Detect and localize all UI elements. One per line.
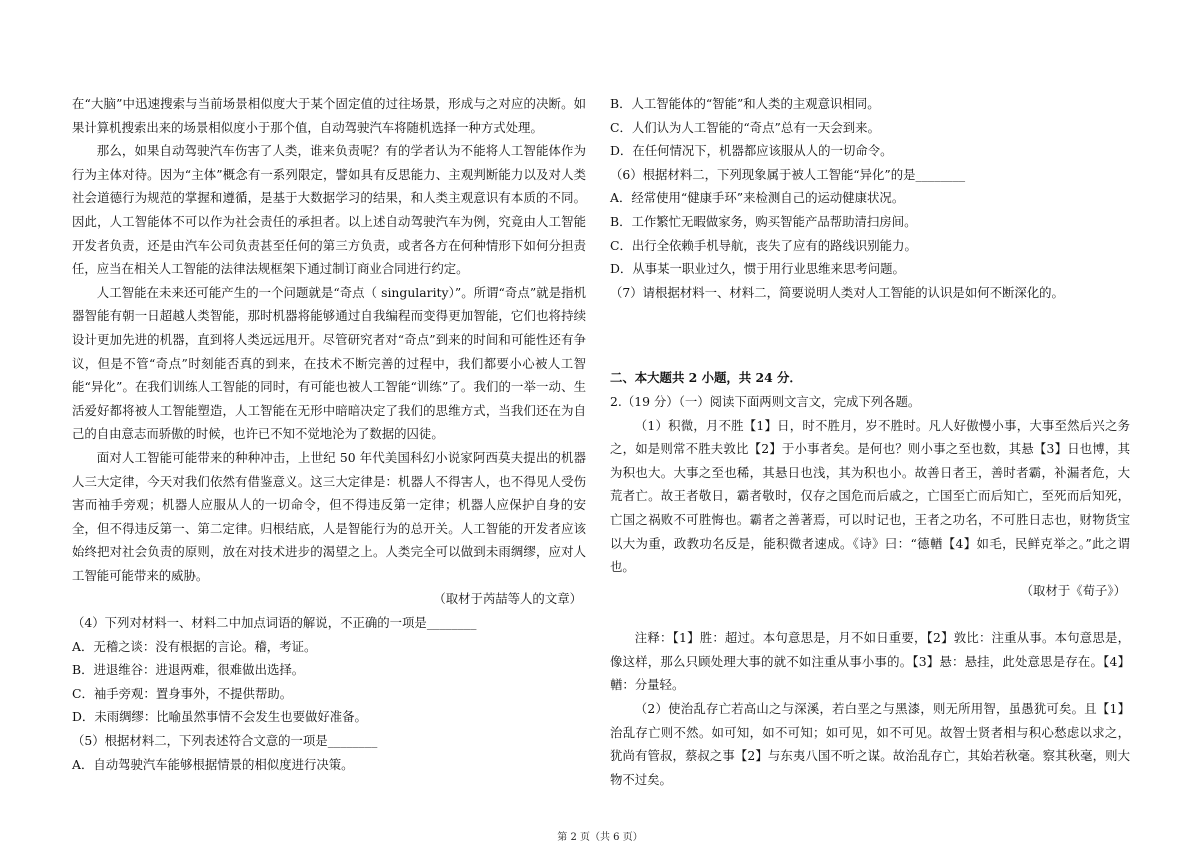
classical-text-1: （1）积微，月不胜【1】日，时不胜月，岁不胜时。凡人好傲慢小事，大事至然后兴之务之，如是则常不胜夫敦比【2】于小事者矣。是何也？则小事之至也数，其悬【3】日也博，其为积也大。大事之至也稀，其悬日也浅，其为积也小。故善日者王，善时者霸，补漏者危，大荒者亡。故王者敬日，霸者敬时，仅存之国危而后戚之，亡国至亡而后知亡，至死而后知死，亡国之祸败不可胜悔也。霸者之善著焉，可以时记也，王者之功名，不可胜日志也，财物货宝以大为重，政教功名反是，能积微者速成。《诗》曰：“德輶【4】如毛，民鲜克举之。”此之谓也。: [610, 417, 1130, 575]
q6-option-a: A．经常使用“健康手环”来检测自己的运动健康状况。: [610, 190, 905, 206]
q4-option-b: B．进退维谷：进退两难，很难做出选择。: [72, 662, 305, 678]
q5-option-a: A．自动驾驶汽车能够根据情景的相似度进行决策。: [72, 756, 354, 772]
gap: [610, 602, 1130, 626]
left-column: [72, 92, 586, 776]
material-source: （取材于芮喆等人的文章）: [433, 591, 582, 607]
q4-option-c: C．袖手旁观：置身事外，不提供帮助。: [72, 685, 293, 701]
q4-option-a: A．无稽之谈：没有根据的言论。稽，考证。: [72, 638, 317, 654]
material-paragraph-1: 在“大脑”中迅速搜索与当前场景相似度大于某个固定值的过往场景，形成与之对应的决断。如果计算机搜索出来的场景相似度小于那个值，自动驾驶汽车将随机选择一种方式处理。: [72, 96, 586, 135]
material-paragraph-4: 面对人工智能可能带来的种种冲击，上世纪 50 年代美国科幻小说家阿西莫夫提出的机器人三大定律，今天对我们依然有借鉴意义。这三大定律是：机器人不得害人，也不得见人受伤害而袖手旁观；机器人应服从人的一切命令，但不得违反第一定律；机器人应保护自身的安全，但不得违反第一、第二定律。归根结底，人是智能行为的总开关。人工智能的开发者应该始终把对社会负责的原则，放在对技术进步的渴望之上。人类完全可以做到未雨绸缪，应对人工智能可能带来的威胁。: [72, 449, 586, 583]
q5-option-b: B．人工智能体的“智能”和人类的主观意识相同。: [610, 96, 880, 111]
q5-option-c: C．人们认为人工智能的“奇点”总有一天会到来。: [610, 119, 880, 135]
q5-option-d: D．在任何情况下，机器都应该服从人的一切命令。: [610, 143, 893, 159]
right-column: [610, 92, 1130, 791]
annotations: 注释：【1】胜：超过。本句意思是，月不如日重要，【2】敦比：注重从事。本句意思是，像这样，那么只顾处理大事的就不如注重从事小事的。【3】悬：悬挂，此处意思是存在。【4】輶：分量轻。: [610, 630, 1130, 693]
question-2-heading: 2.（19 分）（一）阅读下面两则文言文，完成下列各题。: [610, 393, 921, 409]
classical-text-2: （2）使治乱存亡若高山之与深溪，若白垩之与黑漆，则无所用智，虽愚犹可矣。且【1】治乱存亡则不然。如可知，如不可知；如可见，如不可见。故智士贤者相与积心愁虑以求之，犹尚有管叔，蔡叔之事【2】与东夷八国不听之谋。故治乱存亡，其始若秋毫。察其秋毫，则大物不过矣。: [610, 701, 1130, 787]
material-paragraph-3: 人工智能在未来还可能产生的一个问题就是“奇点（ singularity）”。所谓“奇点”就是指机器智能有朝一日超越人类智能，那时机器将能够通过自我编程而变得更加智能，它们也将持续设计更加先进的机器，直到将人类远远甩开。尽管研究者对“奇点”到来的时间和可能性还有争议，但是不管“奇点”时刻能否真的到来，在技术不断完善的过程中，我们都要小心被人工智能“异化”。在我们训练人工智能的同时，有可能也被人工智能“训练”了。我们的一举一动、生活爱好都将被人工智能塑造，人工智能在无形中暗暗决定了我们的思维方式，当我们还在为自己的自由意志而骄傲的时候，也许已不知不觉地沦为了数据的囚徒。: [72, 284, 586, 442]
classical-source: （取材于《荀子》）: [1020, 582, 1126, 598]
question-7: （7）请根据材料一、材料二，简要说明人类对人工智能的认识是如何不断深化的。: [610, 284, 1064, 300]
material-paragraph-2: 那么，如果自动驾驶汽车伤害了人类，谁来负责呢？有的学者认为不能将人工智能体作为行为主体对待。因为“主体”概念有一系列限定，譬如具有反思能力、主观判断能力以及对人类社会道德行为规范的掌握和遵循，是基于大数据学习的结果，和人类主观意识有本质的不同。因此，人工智能体不可以作为社会责任的承担者。以上述自动驾驶汽车为例，究竟由人工智能开发者负责，还是由汽车公司负责甚至任何的第三方负责，或者各方在何种情形下如何分担责任，应当在相关人工智能的法律法规框架下通过制订商业合同进行约定。: [72, 143, 586, 277]
question-5: （5）根据材料二，下列表述符合文意的一项是________: [72, 733, 378, 749]
q6-option-b: B．工作繁忙无暇做家务，购买智能产品帮助清扫房间。: [610, 213, 917, 229]
answer-space: [610, 304, 1130, 352]
q4-option-d: D．未雨绸缪：比喻虽然事情不会发生也要做好准备。: [72, 709, 367, 725]
section-2-heading: 二、本大题共 2 小题，共 24 分．: [610, 370, 802, 386]
answer-space-2: [610, 352, 1130, 366]
question-4: （4）下列对材料一、材料二中加点词语的解说，不正确的一项是________: [72, 615, 477, 631]
q6-option-c: C．出行全依赖手机导航，丧失了应有的路线识别能力。: [610, 237, 917, 253]
q6-option-d: D．从事某一职业过久，惯于用行业思维来思考问题。: [610, 261, 905, 277]
page-number: 第 2 页（共 6 页）: [557, 832, 643, 843]
question-6: （6）根据材料二，下列现象属于被人工智能“异化”的是________: [610, 166, 966, 182]
